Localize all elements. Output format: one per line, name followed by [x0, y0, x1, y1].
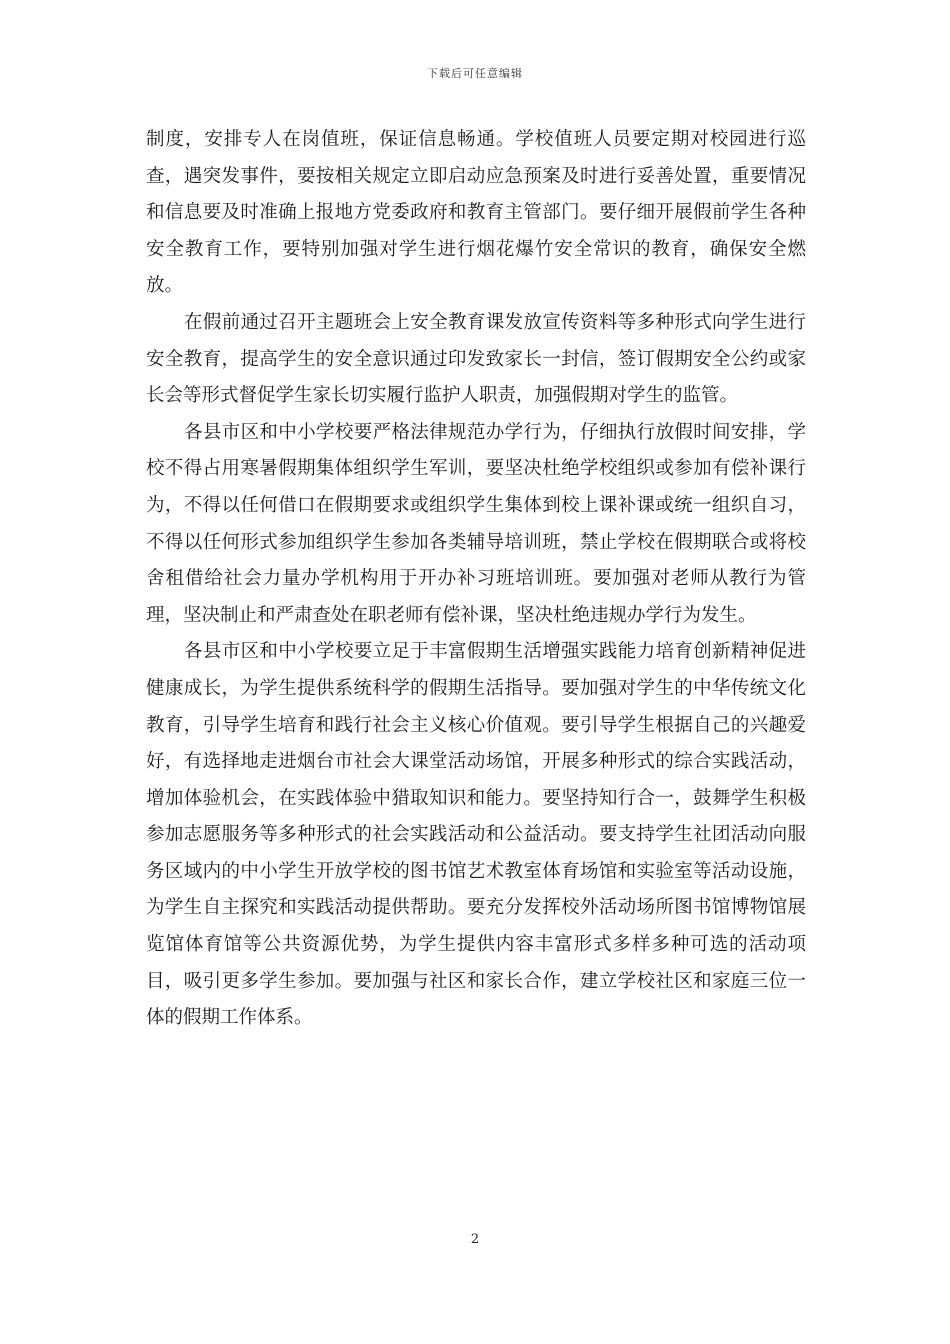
document-body	[146, 122, 806, 1037]
paragraph: 在假前通过召开主题班会上安全教育课发放宣传资料等多种形式向学生进行安全教育，提高学生的安全意识通过印发致家长一封信，签订假期安全公约或家长会等形式督促学生家长切实履行监护人职责，加强假期对学生的监管。	[146, 311, 806, 407]
page-header: 下载后可任意编辑	[427, 67, 523, 80]
page-number: 2	[470, 1232, 480, 1247]
paragraph: 制度，安排专人在岗值班，保证信息畅通。学校值班人员要定期对校园进行巡查，遇突发事件，要按相关规定立即启动应急预案及时进行妥善处置，重要情况和信息要及时准确上报地方党委政府和教育主管部门。要仔细开展假前学生各种安全教育工作，要特别加强对学生进行烟花爆竹安全常识的教育，确保安全燃放。	[146, 129, 806, 297]
paragraph: 各县市区和中小学校要严格法律规范办学行为，仔细执行放假时间安排，学校不得占用寒暑假期集体组织学生军训，要坚决杜绝学校组织或参加有偿补课行为，不得以任何借口在假期要求或组织学生集体到校上课补课或统一组织自习，不得以任何形式参加组织学生参加各类辅导培训班，禁止学校在假期联合或将校舍租借给社会力量办学机构用于开办补习班培训班。要加强对老师从教行为管理，坚决制止和严肃查处在职老师有偿补课，坚决杜绝违规办学行为发生。	[146, 421, 806, 626]
paragraph: 各县市区和中小学校要立足于丰富假期生活增强实践能力培育创新精神促进健康成长，为学生提供系统科学的假期生活指导。要加强对学生的中华传统文化教育，引导学生培育和践行社会主义核心价值观。要引导学生根据自己的兴趣爱好，有选择地走进烟台市社会大课堂活动场馆，开展多种形式的综合实践活动，增加体验机会，在实践体验中猎取知识和能力。要坚持知行合一，鼓舞学生积极参加志愿服务等多种形式的社会实践活动和公益活动。要支持学生社团活动向服务区域内的中小学生开放学校的图书馆艺术教室体育场馆和实验室等活动设施，为学生自主探究和实践活动提供帮助。要充分发挥校外活动场所图书馆博物馆展览馆体育馆等公共资源优势，为学生提供内容丰富形式多样多种可选的活动项目，吸引更多学生参加。要加强与社区和家长合作，建立学校社区和家庭三位一体的假期工作体系。	[146, 641, 806, 1029]
